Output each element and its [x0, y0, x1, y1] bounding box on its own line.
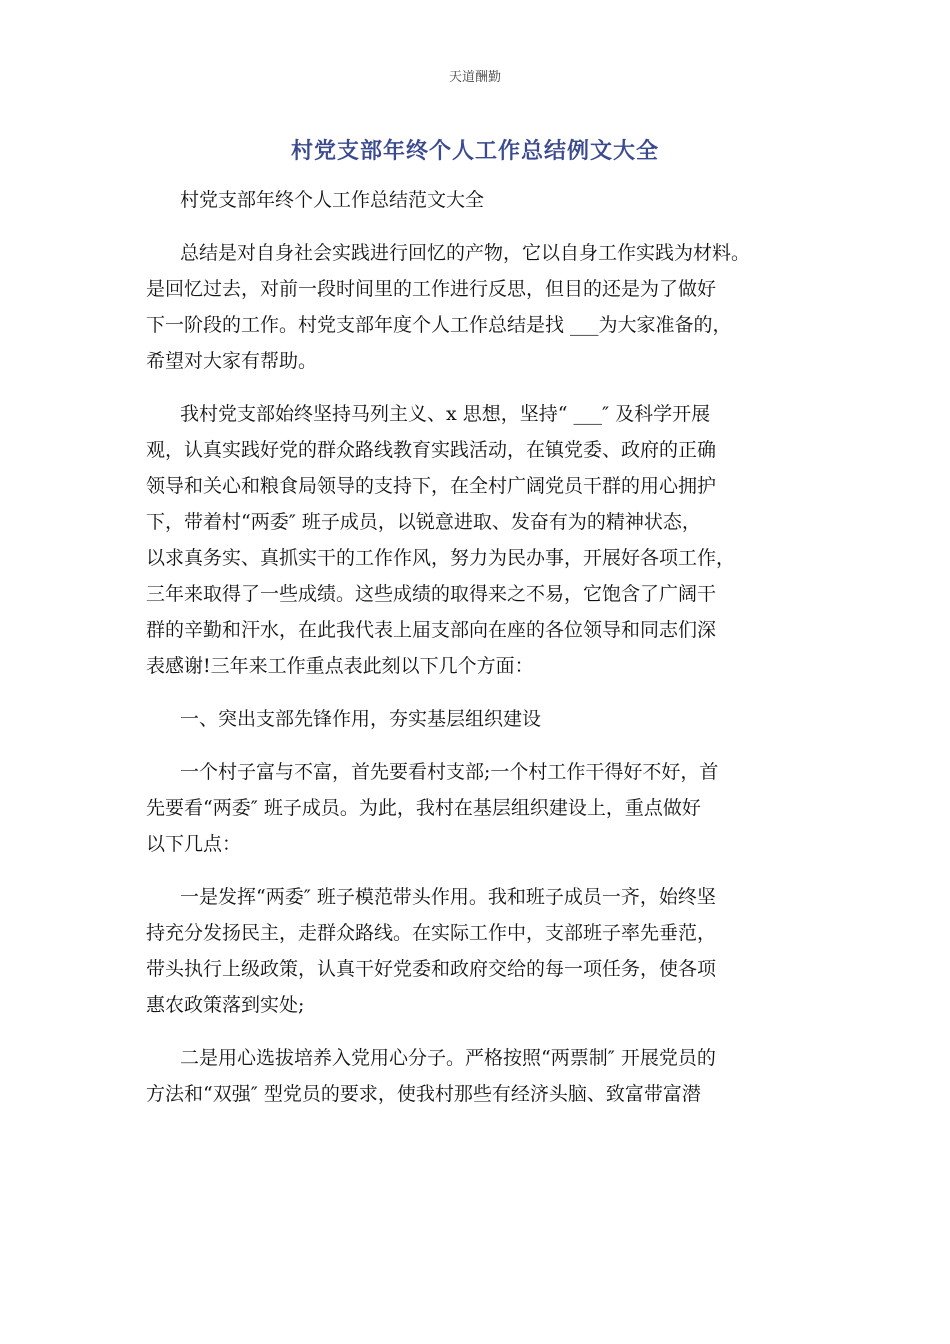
paragraph — [146, 396, 808, 684]
paragraph-line: 持充分发扬民主，走群众路线。在实际工作中，支部班子率先垂范， — [146, 922, 717, 944]
paragraph-line: 下一阶段的工作。村党支部年度个人工作总结是找 ___为大家准备的， — [146, 314, 732, 336]
paragraph-line: 一是发挥“两委″ 班子模范带头作用。我和班子成员一齐，始终坚 — [180, 886, 716, 908]
paragraph-line: 以求真务实、真抓实干的工作作风，努力为民办事，开展好各项工作， — [146, 547, 736, 569]
paragraph-line: 表感谢!三年来工作重点表此刻以下几个方面： — [146, 655, 534, 677]
paragraph — [146, 879, 808, 1023]
paragraph-line: 观，认真实践好党的群众路线教育实践活动，在镇党委、政府的正确 — [146, 439, 717, 461]
paragraph-line: 一、突出支部先锋作用，夯实基层组织建设 — [180, 708, 542, 730]
paragraph-line: 群的辛勤和汗水，在此我代表上届支部向在座的各位领导和同志们深 — [146, 619, 717, 641]
paragraph-line: 希望对大家有帮助。 — [146, 350, 318, 372]
paragraph — [146, 754, 808, 862]
paragraph-line: 以下几点： — [146, 833, 242, 855]
paragraph-line: 三年来取得了一些成绩。这些成绩的取得来之不易，它饱含了广阔干 — [146, 583, 717, 605]
paragraph-line: 我村党支部始终坚持马列主义、x 思想，坚持“ ___″ 及科学开展 — [180, 403, 711, 425]
paragraph-line: 先要看“两委″ 班子成员。为此，我村在基层组织建设上，重点做好 — [146, 797, 701, 819]
paragraph-line: 总结是对自身社会实践进行回忆的产物，它以自身工作实践为材料。 — [180, 242, 751, 264]
paragraph — [146, 701, 808, 737]
paragraph-line: 二是用心选拔培养入党用心分子。严格按照“两票制″ 开展党员的 — [180, 1047, 716, 1069]
document-title: 村党支部年终个人工作总结例文大全 — [290, 139, 659, 164]
paragraph — [146, 182, 808, 218]
paragraph-line: 是回忆过去，对前一段时间里的工作进行反思，但目的还是为了做好 — [146, 278, 717, 300]
page-header: 天道酬勤 — [448, 70, 501, 85]
paragraph-line: 方法和“双强″ 型党员的要求，使我村那些有经济头脑、致富带富潜 — [146, 1083, 701, 1105]
document-body — [146, 182, 808, 1129]
paragraph-line: 带头执行上级政策，认真干好党委和政府交给的每一项任务，使各项 — [146, 958, 717, 980]
paragraph — [146, 1040, 808, 1112]
paragraph-line: 一个村子富与不富，首先要看村支部;一个村工作干得好不好，首 — [180, 761, 719, 783]
paragraph-line: 村党支部年终个人工作总结范文大全 — [180, 189, 485, 211]
paragraph-line: 领导和关心和粮食局领导的支持下，在全村广阔党员干群的用心拥护 — [146, 475, 717, 497]
paragraph-line: 惠农政策落到实处; — [146, 994, 305, 1016]
paragraph-line: 下，带着村“两委″ 班子成员，以锐意进取、发奋有为的精神状态， — [146, 511, 701, 533]
paragraph — [146, 235, 808, 379]
